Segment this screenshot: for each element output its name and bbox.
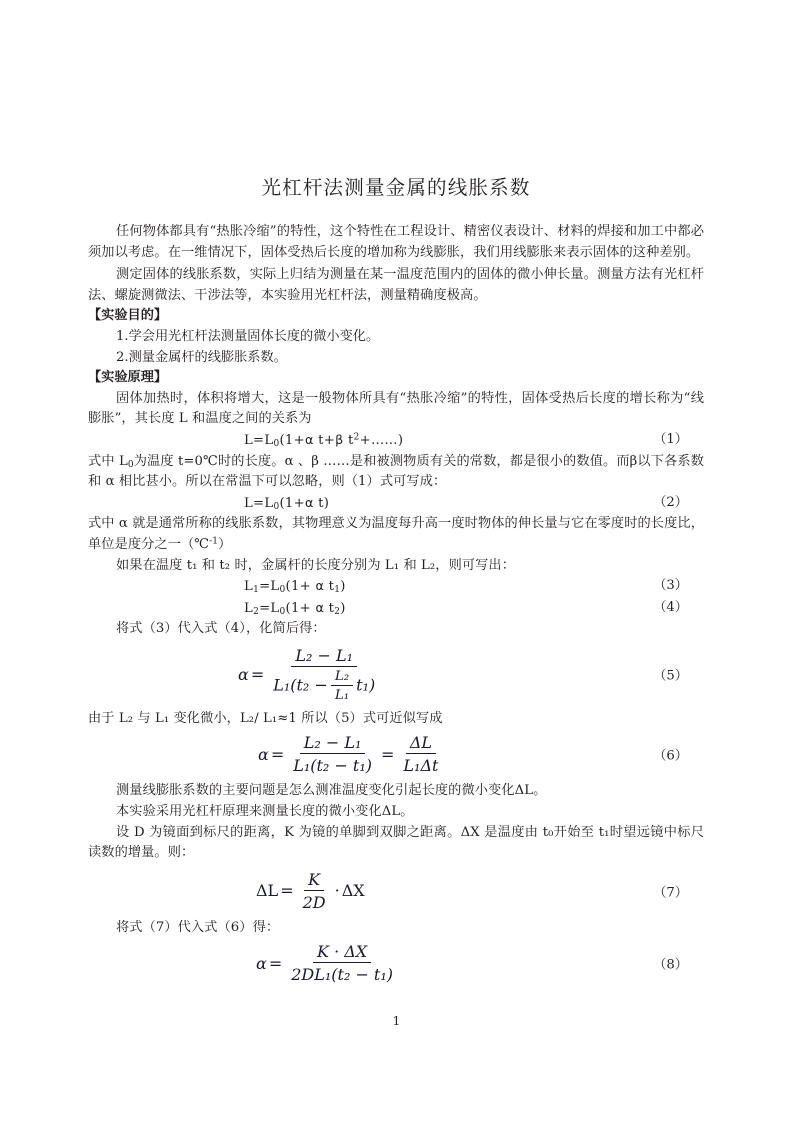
principle-paragraph-7: 测量线膨胀系数的主要问题是怎么测准温度变化引起长度的微小变化ΔL。 [116, 783, 547, 799]
eq6-numerator-1: L₂ − L₁ [300, 733, 366, 754]
eq2-lhs-sub: 0 [273, 501, 280, 512]
eq7-dot: · [334, 881, 340, 901]
eq2-rest: (1+ [279, 495, 305, 511]
principle-paragraph-5: 将式（3）代入式（4），化简后得： [116, 621, 326, 637]
p3-sup: -1 [209, 536, 219, 547]
eq7-denominator: 2D [302, 892, 326, 912]
purpose-item-2: 2.测量金属杆的线膨胀系数。 [116, 349, 287, 365]
eq3-lhs: L [244, 579, 254, 595]
eq3-var-sub: 1 [334, 585, 341, 596]
eq7-fraction [299, 870, 330, 912]
eq1-lhs-sub: 0 [273, 438, 280, 449]
eq3-close: ) [340, 579, 346, 595]
eq7-rhs: ΔX [341, 881, 365, 901]
eq3-eq: =L [259, 579, 280, 595]
equation-8 [88, 942, 704, 984]
equation-2 [88, 493, 704, 515]
eq5-den-right: t₁) [356, 675, 376, 695]
equation-3-body [244, 576, 346, 598]
equation-1-body [244, 430, 403, 452]
page-number: 1 [392, 1014, 401, 1028]
eq6-fraction-2 [399, 733, 442, 775]
equation-7-body [88, 870, 704, 912]
p3-b: ） [218, 536, 232, 552]
eq5-inner-fraction [331, 669, 353, 703]
intro-paragraph-1: 任何物体都具有“热胀冷缩”的特性，这个特性在工程设计、精密仪表设计、材料的焊接和加工中都必须加以考虑。在一维情况下，固体受热后长度的增加称为线膨胀，我们用线膨胀来表示固体的这种差别。 [88, 224, 704, 260]
p2-sub: 0 [127, 459, 134, 470]
eq1-open: (1+ [279, 432, 305, 448]
principle-paragraph-4: 如果在温度 t₁ 和 t₂ 时，金属杆的长度分别为 L₁ 和 L₂，则可写出： [116, 557, 516, 573]
eq2-lhs: L=L [244, 495, 274, 511]
eq5-inner-den: L₁ [334, 687, 350, 703]
eq3-lhs-sub: 1 [253, 585, 260, 596]
eq7-numerator: K [304, 870, 324, 891]
eq8-numerator: K · ΔX [313, 942, 371, 963]
section-heading-purpose: 【实验目的】 [88, 308, 168, 324]
eq4-var: t [324, 600, 335, 616]
principle-paragraph-6: 由于 L₂ 与 L₁ 变化微小，L₂/ L₁≈1 所以（5）式可近似写成 [88, 710, 443, 726]
principle-paragraph-8: 本实验采用光杠杆原理来测量长度的微小变化ΔL。 [116, 804, 414, 820]
eq5-equals: = [250, 664, 265, 684]
eq6-equals-1: = [270, 744, 285, 764]
eq5-den-left: L₁(t₂ − [273, 675, 328, 695]
eq6-denominator-1: L₁(t₂ − t₁) [293, 756, 373, 776]
principle-paragraph-2 [88, 452, 704, 493]
equation-8-body [88, 942, 704, 984]
equation-8-number: （8） [653, 957, 688, 973]
section-heading-principle: 【实验原理】 [88, 370, 168, 386]
eq4-eq: =L [259, 600, 280, 616]
equation-4 [88, 598, 704, 620]
eq1-exponent: 2 [353, 432, 360, 443]
eq6-numerator-2: ΔL [406, 733, 436, 754]
eq4-var-sub: 2 [334, 606, 341, 617]
principle-paragraph-9: 设 D 为镜面到标尺的距离，K 为镜的单脚到双脚之距离。ΔX 是温度由 t₀开始至 t₁时望远镜中标尺读数的增量。则： [88, 824, 704, 861]
eq5-denominator [269, 667, 379, 703]
equation-5-number: （5） [653, 668, 688, 684]
eq3-var: t [324, 579, 335, 595]
eq7-lhs: ΔL [256, 881, 279, 901]
equation-5-body [88, 646, 704, 703]
eq1-lhs: L=L [244, 432, 274, 448]
principle-paragraph-10: 将式（7）代入式（6）得： [116, 919, 280, 935]
equation-1-number: （1） [653, 431, 688, 447]
equation-3 [88, 576, 704, 598]
eq4-close: ) [340, 600, 346, 616]
eq4-lhs: L [244, 600, 254, 616]
eq1-t2: t [343, 432, 354, 448]
eq8-alpha: α [256, 953, 267, 973]
eq4-alpha: α [315, 599, 325, 615]
eq6-equals-2: = [381, 744, 395, 764]
principle-paragraph-1: 固体加热时，体积将增大，这是一般物体所具有“热胀冷缩”的特性，固体受热后长度的增长称为“线膨胀”，其长度 L 和温度之间的关系为 [88, 390, 704, 427]
eq1-beta: β [335, 431, 344, 447]
eq3-open: (1+ [285, 579, 316, 595]
eq8-fraction [287, 942, 397, 984]
eq6-fraction-1 [289, 733, 376, 775]
page-content [88, 0, 704, 984]
purpose-item-1: 1.学会用光杠杆法测量固体长度的微小变化。 [116, 328, 380, 344]
eq5-fraction [269, 646, 379, 703]
eq7-equals: = [280, 881, 294, 901]
equation-3-number: （3） [653, 578, 688, 594]
eq5-alpha: α [238, 664, 249, 684]
equation-1 [88, 430, 704, 452]
equation-7 [88, 870, 704, 912]
eq5-inner-num: L₂ [331, 669, 353, 686]
eq8-equals: = [268, 953, 283, 973]
eq1-alpha: α [304, 431, 314, 447]
p2-prefix: 式中 L [88, 453, 128, 469]
p3-a: 式中 α 就是通常所称的线胀系数，其物理意义为温度每升高一度时物体的伸长量与它在零度时的长度比，单位是度分之一（℃ [88, 516, 704, 552]
eq4-lhs-sub: 2 [253, 606, 260, 617]
principle-paragraph-3 [88, 514, 704, 555]
eq2-alpha: α [304, 494, 314, 510]
equation-7-number: （7） [653, 885, 688, 901]
equation-6-body [88, 733, 704, 775]
eq4-open: (1+ [285, 600, 316, 616]
eq6-alpha: α [258, 744, 269, 764]
page-title: 光杠杆法测量金属的线胀系数 [261, 176, 531, 199]
equation-4-number: （4） [653, 599, 688, 615]
equation-6-number: （6） [653, 748, 688, 764]
eq6-denominator-2: L₁Δt [403, 756, 439, 776]
equation-4-body [244, 598, 346, 620]
eq1-t1: t+ [313, 432, 336, 448]
eq4-eq-sub: 0 [279, 606, 286, 617]
eq5-numerator: L₂ − L₁ [291, 646, 357, 667]
eq8-denominator: 2DL₁(t₂ − t₁) [291, 965, 394, 985]
equation-5 [88, 646, 704, 703]
p2-rest: 为温度 t=0℃时的长度。α 、β ……是和被测物质有关的常数，都是很小的数值。而β以下各系数和 α 相比甚小。所以在常温下可以忽略，则（1）式可写成： [88, 453, 704, 490]
eq2-tail: t) [313, 495, 330, 511]
eq3-eq-sub: 0 [279, 585, 286, 596]
eq1-tail: +……) [359, 432, 404, 448]
equation-2-body [244, 493, 329, 515]
equation-2-number: （2） [653, 494, 688, 510]
equation-6 [88, 733, 704, 775]
eq3-alpha: α [315, 578, 325, 594]
intro-paragraph-2: 测定固体的线胀系数，实际上归结为测量在某一温度范围内的固体的微小伸长量。测量方法有光杠杆法、螺旋测微法、干涉法等，本实验用光杠杆法，测量精确度极高。 [88, 267, 704, 303]
